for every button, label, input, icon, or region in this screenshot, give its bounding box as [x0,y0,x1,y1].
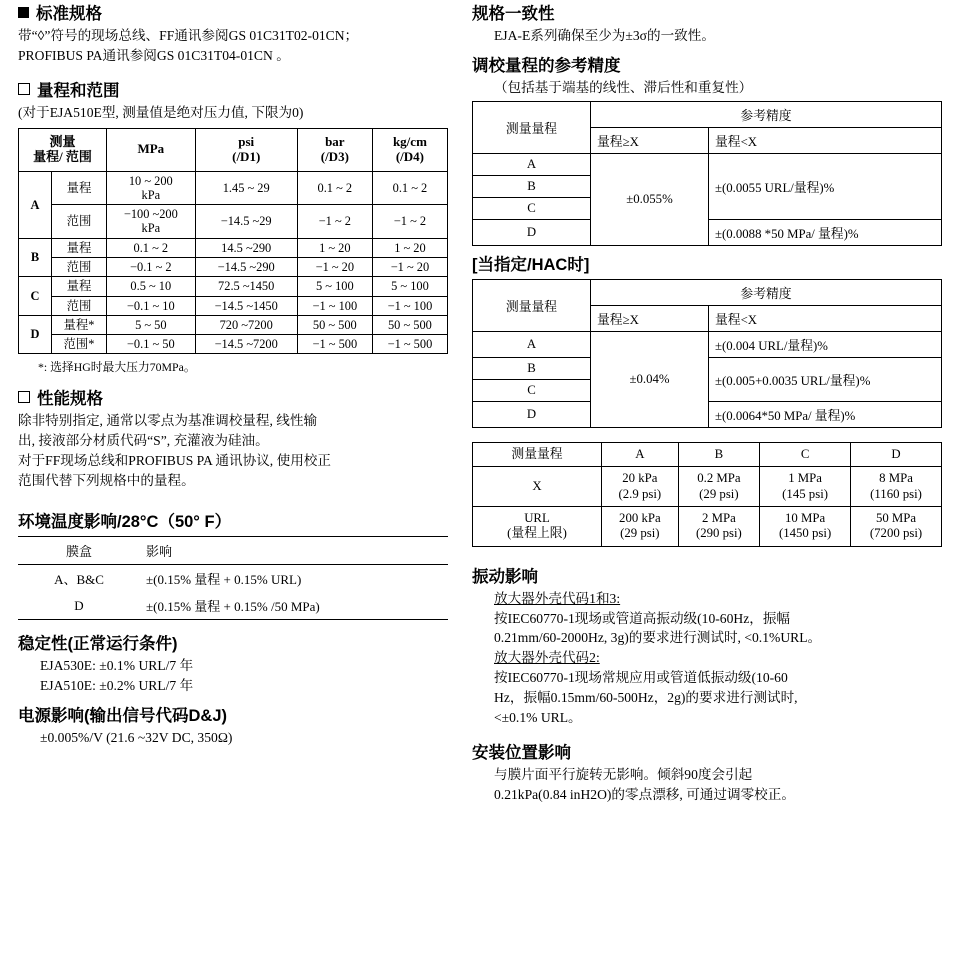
table-row [19,238,448,257]
url-b [678,506,759,546]
table-row [18,592,448,620]
row-label: 范围 [52,258,107,277]
mounting-line-2: 0.21kPa(0.84 inH2O)的零点漂移, 可通过调零校正。 [494,787,795,803]
span-range-note: (对于EJA510E型, 测量值是绝对压力值, 下限为0) [18,104,304,120]
cell-bar [297,258,372,277]
value-a: ±(0.004 URL/量程)% [709,331,942,357]
header-bar-line2: (/D3) [320,148,349,164]
header-psi-line1: psi [238,133,255,149]
cell-line: −14.5 ~1450 [214,298,278,313]
table-row [19,171,448,205]
cell-line: −14.5 ~7200 [214,337,278,352]
span-range-table [18,128,448,355]
header-mpa: MPa [107,128,196,171]
cell-psi [195,205,297,239]
perf-line-1: 除非特别指定, 通常以零点为基准调校量程, 线性输 [18,413,318,429]
value-span-ge-x: ±0.04% [591,331,709,427]
value-span-lt-x-d: ±(0.0088 *50 MPa/ 量程)% [709,219,942,245]
cell-psi [195,315,297,334]
cell-kgcm [372,258,447,277]
cell-line: 5 ~ 100 [315,279,354,294]
row-label-a: A [473,331,591,357]
cell-line: −14.5 ~29 [220,214,272,229]
cell-mpa [107,335,196,354]
effect-abc: ±(0.15% 量程 + 0.15% URL) [146,572,302,588]
cell-kgcm [372,238,447,257]
vibration-line-2: 0.21mm/60-2000Hz, 3g)的要求进行测试时, <0.1%URL。 [494,630,822,646]
cell-line: −1 ~ 2 [318,214,351,229]
table-row [19,258,448,277]
x-b [678,467,759,507]
cell-mpa [107,315,196,334]
cell-psi [195,277,297,296]
effect-d: ±(0.15% 量程 + 0.15% /50 MPa) [140,592,448,620]
vibration-line-3: 按IEC60770-1现场常规应用或管道低振动级(10-60 [494,670,788,686]
vibration-sub-2-text: 放大器外壳代码2: [494,650,600,666]
cell-line: −0.1 ~ 2 [130,260,172,275]
x-d [851,467,942,507]
cell-line: 14.5 ~290 [221,240,272,255]
cell-bar [297,171,372,205]
header-reference-accuracy: 参考精度 [591,101,942,127]
cell-bar [297,205,372,239]
cell-bar [297,238,372,257]
cell-line: −1 ~ 100 [387,298,433,313]
empty-square-icon [18,83,30,95]
table-header-row [19,128,448,171]
table-row [19,205,448,239]
x-b-line1: 0.2 MPa [697,471,741,486]
left-column [18,0,468,749]
vibration-line-1: 按IEC60770-1现场或管道高振动级(10-60Hz，振幅 [494,610,791,626]
header-span-lt-x: 量程<X [709,305,942,331]
header-line-2: 量程/ 范围 [33,148,92,164]
header-a: A [602,442,679,466]
header-bar-line1: bar [325,133,345,149]
table-row [473,153,942,175]
url-line1: URL [524,510,550,525]
perf-line-2: 出, 接液部分材质代码“S”, 充灌液为硅油。 [18,433,269,449]
cell-kgcm [372,171,447,205]
row-label-a: A [473,153,591,175]
header-b: B [678,442,759,466]
header-measurement-span: 测量量程 [473,442,602,466]
vibration-line-5: <±0.1% URL。 [494,710,582,726]
section-mounting-title: 安装位置影响 [472,744,571,763]
header-psi-line2: (/D1) [232,148,261,164]
group-label: C [19,277,52,316]
stability-line-1: EJA530E: ±0.1% URL/7 年 [40,658,194,674]
cell-psi [195,335,297,354]
cell-line: 50 ~ 500 [312,317,357,332]
cell-psi [195,171,297,205]
cell-kgcm [372,296,447,315]
table-row [19,277,448,296]
x-a [602,467,679,507]
x-a-line2: (2.9 psi) [618,486,662,501]
url-c-line1: 10 MPa [785,510,826,525]
std-spec-line-1: 带“◊”符号的现场总线、FF通讯参阅GS 01C31T02-01CN； [18,28,359,43]
vibration-sub-1 [472,590,962,608]
cell-bar [297,335,372,354]
cell-line: 72.5 ~1450 [218,279,275,294]
group-label: D [19,315,52,354]
url-a [602,506,679,546]
x-c-line2: (145 psi) [782,486,829,501]
row-label-d: D [473,401,591,427]
header-kgcm [372,128,447,171]
cell-line: −1 ~ 500 [312,337,358,352]
cell-kgcm [372,205,447,239]
url-b-line1: 2 MPa [702,510,736,525]
cell-kgcm [372,315,447,334]
vibration-sub-1-text: 放大器外壳代码1和3: [494,590,621,606]
row-label: 范围* [52,335,107,354]
cell-line: 5 ~ 100 [391,279,429,294]
header-reference-accuracy: 参考精度 [591,279,942,305]
cell-mpa [107,238,196,257]
cell-line: −1 ~ 2 [393,214,427,229]
header-measurement-span: 测量量程 [473,101,591,153]
capsule-abc: A、B&C [54,572,104,588]
section-ref-accuracy-title: 调校量程的参考精度 [472,56,621,75]
cell-kgcm [372,277,447,296]
table-row [18,565,448,593]
row-label-x: X [473,467,602,507]
section-performance-title [18,385,468,409]
header-bar [297,128,372,171]
consistency-line-1: EJA-E系列确保至少为±3σ的一致性。 [494,28,715,43]
cell-line: −0.1 ~ 50 [126,337,175,352]
url-a-line1: 200 kPa [619,510,661,525]
span-range-footnote: *: 选择HG时最大压力70MPa。 [38,360,196,375]
ref-accuracy-subtitle: （包括基于端基的线性、滞后性和重复性） [494,79,753,95]
power-line-1: ±0.005%/V (21.6 ~32V DC, 350Ω) [40,729,233,745]
header-span-lt-x: 量程<X [709,127,942,153]
row-label-c: C [473,379,591,401]
cell-psi [195,238,297,257]
cell-line: kPa [141,221,161,236]
cell-mpa [107,171,196,205]
std-spec-line-2: PROFIBUS PA通讯参阅GS 01C31T04-01CN 。 [18,47,290,63]
header-c: C [760,442,851,466]
cell-line: 5 ~ 50 [135,317,167,332]
filled-square-icon [18,7,29,18]
ambient-effect-table [18,536,448,620]
url-d-line1: 50 MPa [875,510,917,525]
url-b-line2: (290 psi) [695,526,742,541]
cell-line: 1 ~ 20 [319,240,351,255]
cell-line: 50 ~ 500 [387,317,432,332]
section-consistency-title: 规格一致性 [472,5,555,23]
row-label: 范围 [52,205,107,239]
cell-line: −14.5 ~290 [217,260,275,275]
url-d-line2: (7200 psi) [869,526,923,541]
row-label: 范围 [52,296,107,315]
empty-square-icon [18,391,30,403]
cell-line: 0.1 ~ 2 [133,240,169,255]
cell-line: −1 ~ 20 [390,260,430,275]
stability-line-2: EJA510E: ±0.2% URL/7 年 [40,678,194,694]
cell-mpa [107,258,196,277]
span-range-label: 量程和范围 [37,81,120,100]
x-c-line1: 1 MPa [788,471,822,486]
cell-mpa [107,277,196,296]
performance-label: 性能规格 [37,390,103,409]
header-kgcm-line1: kg/cm [392,133,427,149]
cell-bar [297,277,372,296]
header-effect: 影响 [140,537,448,565]
cell-line: −0.1 ~ 10 [126,298,175,313]
cell-line: −1 ~ 100 [312,298,358,313]
cell-bar [297,315,372,334]
right-column [472,0,962,806]
header-psi [195,128,297,171]
vibration-line-4: Hz，振幅0.15mm/60-500Hz，2g)的要求进行测试时, [494,690,798,706]
table-row [19,335,448,354]
cell-psi [195,258,297,277]
cell-line: 1.45 ~ 29 [222,180,270,195]
vibration-sub-2 [472,649,962,667]
header-measurement-span: 测量量程 [473,279,591,331]
row-label: 量程 [52,171,107,205]
x-c [760,467,851,507]
table-header-row [18,537,448,565]
value-bc: ±(0.005+0.0035 URL/量程)% [709,357,942,401]
section-power-title: 电源影响(输出信号代码D&J) [18,706,227,725]
url-c-line2: (1450 psi) [778,526,832,541]
cell-line: 1 ~ 20 [394,240,426,255]
cell-mpa [107,205,196,239]
header-span-ge-x: 量程≥X [591,305,709,331]
capsule-d: D [18,592,140,620]
cell-line: 0.1 ~ 2 [392,180,428,195]
url-d [851,506,942,546]
table-row [19,296,448,315]
url-c [760,506,851,546]
group-label: B [19,238,52,277]
section-span-range-title [18,77,468,101]
perf-line-3: 对于FF现场总线和PROFIBUS PA 通讯协议, 使用校正 [18,453,331,469]
value-d: ±(0.0064*50 MPa/ 量程)% [709,401,942,427]
section-standard-spec-title [18,0,468,24]
table-row [19,315,448,334]
row-label: 量程 [52,238,107,257]
cell-line: −100 ~200 [123,207,178,222]
table-row [473,506,942,546]
table-row [473,467,942,507]
row-label-url [473,506,602,546]
header-measurement-span [19,128,107,171]
cell-line: 0.1 ~ 2 [317,180,353,195]
row-label-c: C [473,197,591,219]
cell-line: 10 ~ 200 [128,173,173,188]
section-hac-title: [当指定/HAC时] [472,255,590,274]
table-header-row [473,279,942,305]
reference-accuracy-table [472,101,942,246]
cell-kgcm [372,335,447,354]
cell-line: −1 ~ 20 [315,260,355,275]
table-header-row [473,442,942,466]
hac-accuracy-table [472,279,942,428]
table-row [473,331,942,357]
row-label-b: B [473,175,591,197]
x-a-line1: 20 kPa [622,471,658,486]
cell-line: −1 ~ 500 [387,337,433,352]
url-span-table [472,442,942,547]
cell-line: kPa [141,187,161,202]
cell-line: 720 ~7200 [219,317,273,332]
cell-psi [195,296,297,315]
header-line-1: 测量 [49,133,76,149]
x-b-line2: (29 psi) [699,486,739,501]
row-label: 量程 [52,277,107,296]
header-kgcm-line2: (/D4) [395,148,425,164]
section-stability-title: 稳定性(正常运行条件) [18,635,178,654]
section-vibration-title: 振动影响 [472,567,538,586]
url-a-line2: (29 psi) [620,526,660,541]
cell-mpa [107,296,196,315]
header-capsule: 膜盒 [18,537,140,565]
section-ambient-title: 环境温度影响/28°C（50° F） [18,513,232,532]
mounting-line-1: 与膜片面平行旋转无影响。倾斜90度会引起 [494,767,753,783]
header-span-ge-x: 量程≥X [591,127,709,153]
row-label-b: B [473,357,591,379]
standard-spec-label: 标准规格 [36,5,102,23]
perf-line-4: 范围代替下列规格中的量程。 [18,473,195,489]
value-span-ge-x: ±0.055% [591,153,709,245]
cell-bar [297,296,372,315]
cell-line: 0.5 ~ 10 [130,279,172,294]
table-header-row [473,101,942,127]
row-label: 量程* [52,315,107,334]
group-label: A [19,171,52,238]
value-span-lt-x-abc: ±(0.0055 URL/量程)% [709,153,942,219]
x-d-line2: (1160 psi) [870,486,922,501]
row-label-d: D [473,219,591,245]
x-d-line1: 8 MPa [879,471,913,486]
url-line2: (量程上限) [507,526,567,541]
header-d: D [851,442,942,466]
